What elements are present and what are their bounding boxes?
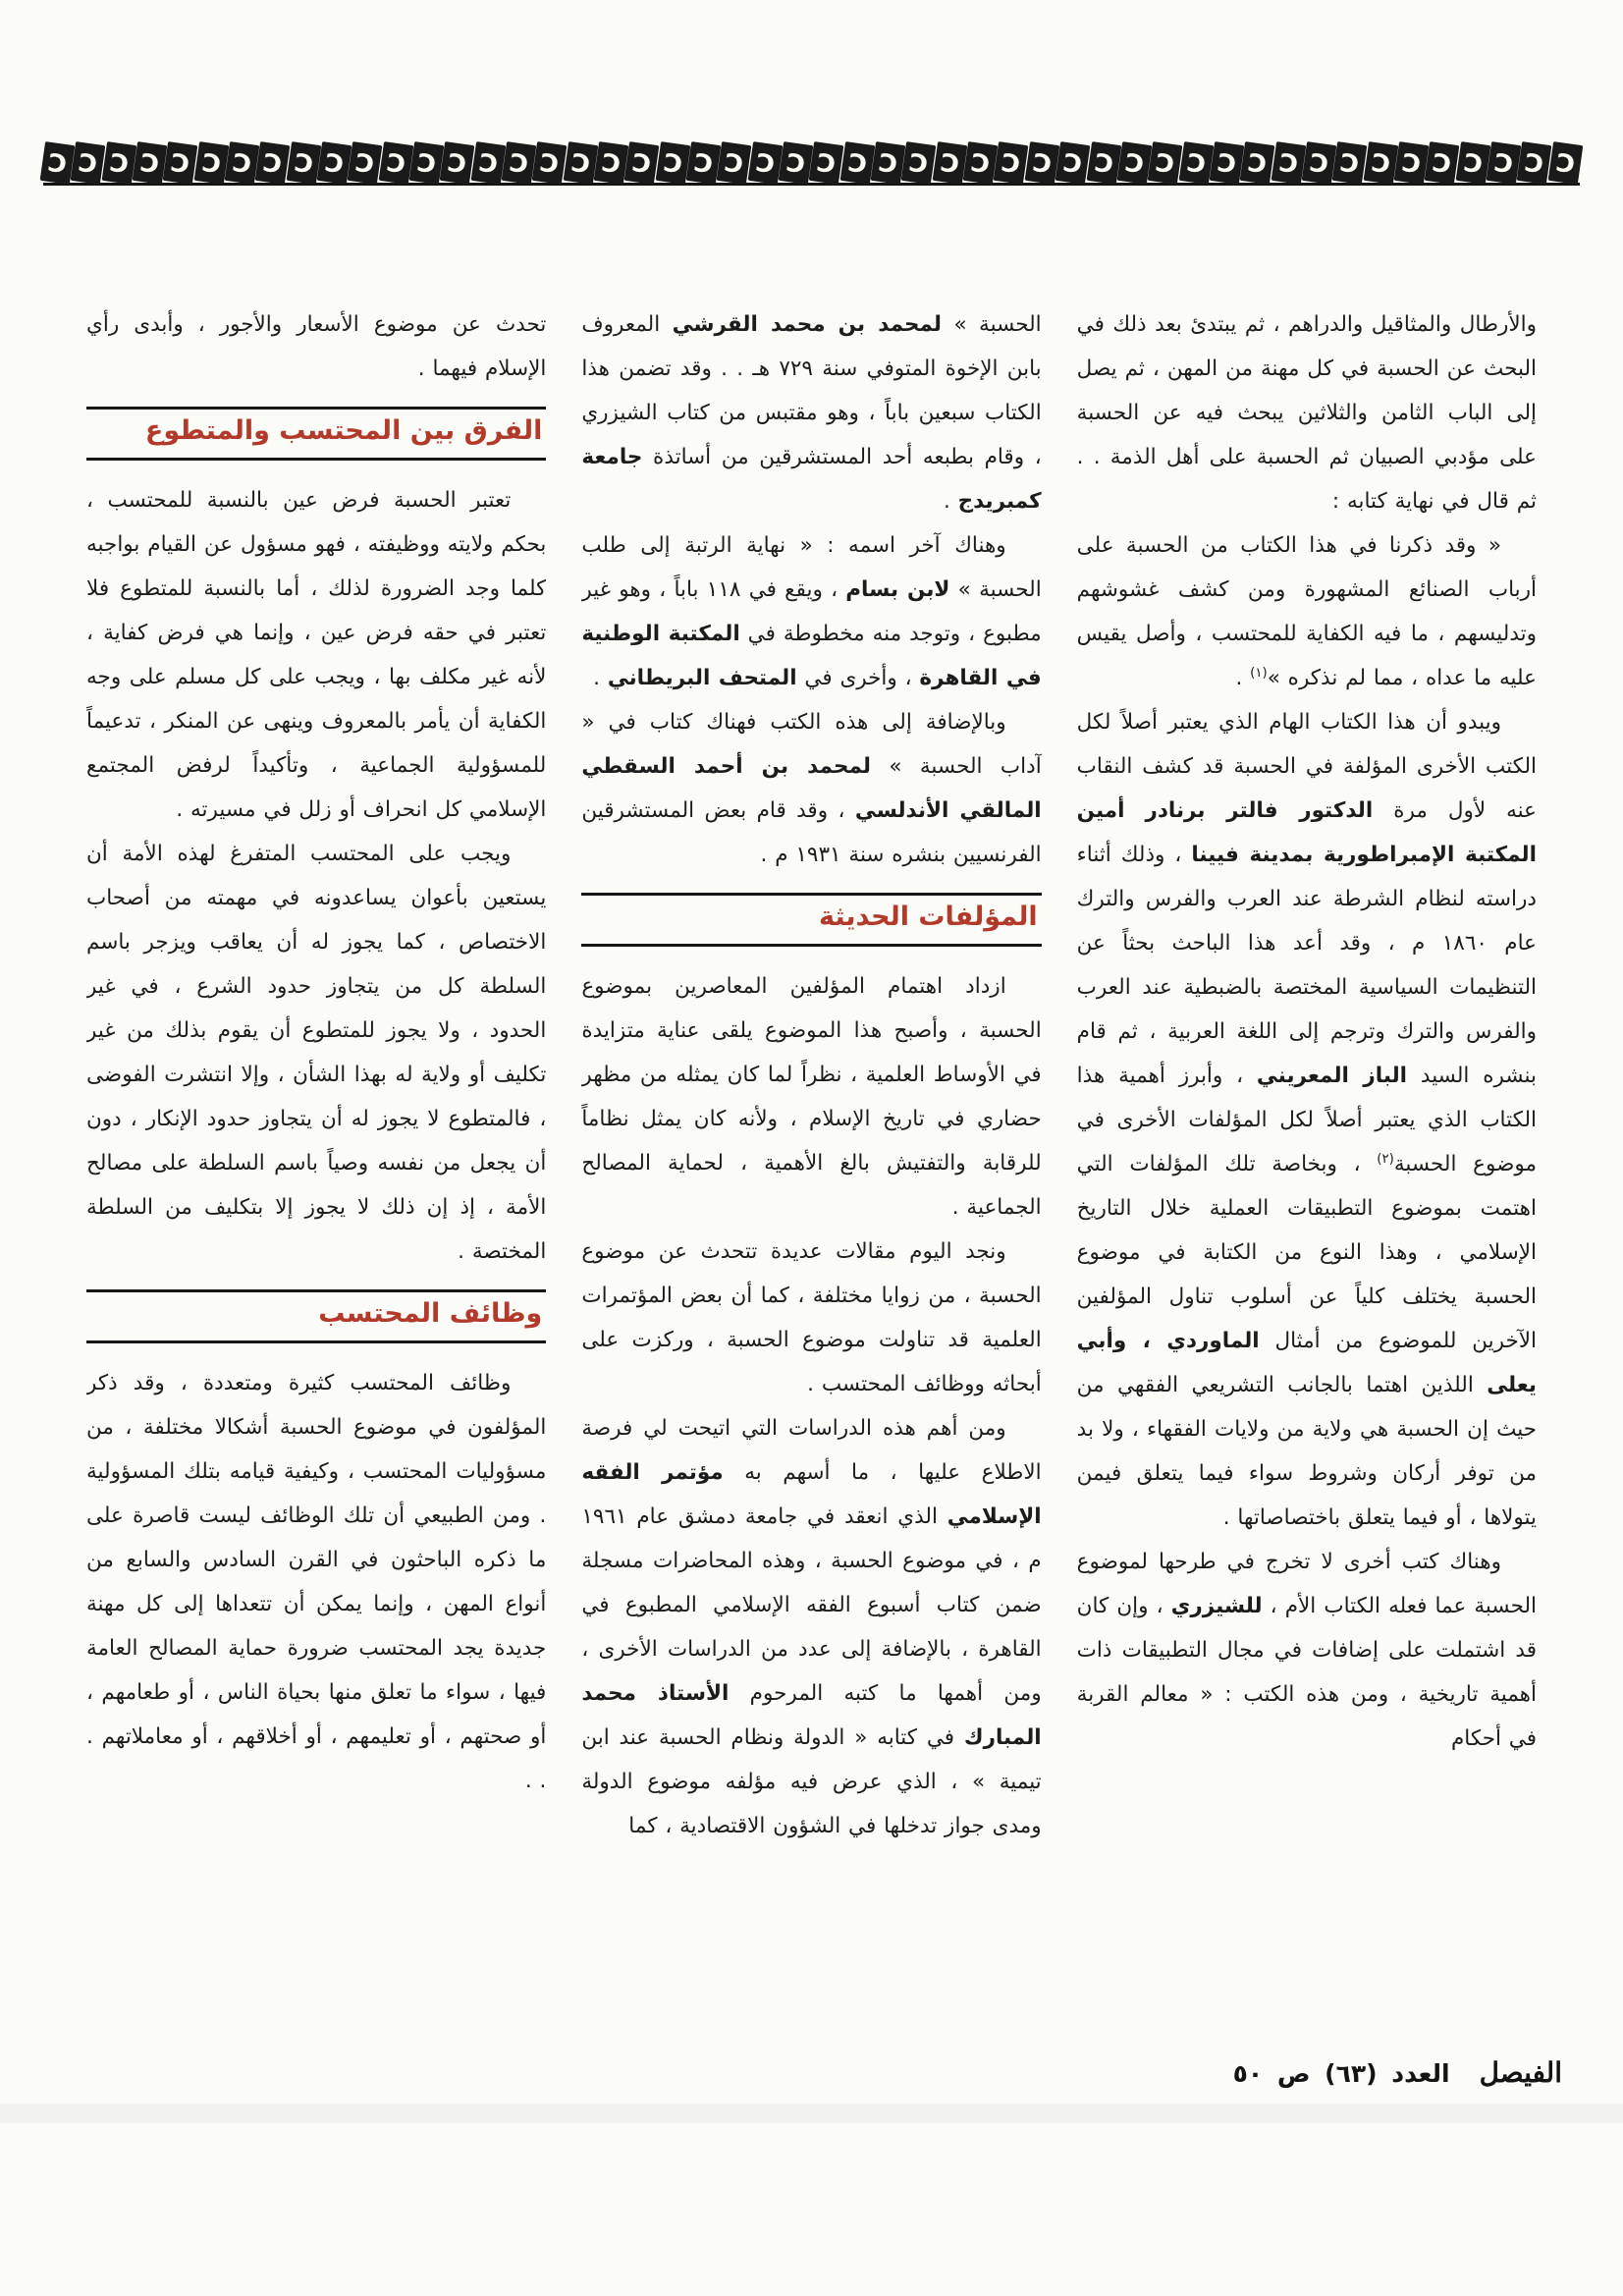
paragraph bbox=[581, 523, 1041, 700]
ornament-unit-icon: Ɔ bbox=[1425, 141, 1460, 185]
column-middle bbox=[581, 302, 1041, 2070]
section-heading-text: الفرق بين المحتسب والمتطوع bbox=[144, 415, 543, 446]
ornament-unit-icon: Ɔ bbox=[286, 141, 321, 185]
paragraph bbox=[1077, 700, 1537, 1540]
emphasis-text: الأستاذ محمد المبارك bbox=[581, 1681, 1042, 1750]
ornament-unit-icon: Ɔ bbox=[1302, 141, 1337, 185]
section-heading bbox=[86, 407, 546, 461]
ornament-unit-icon: Ɔ bbox=[348, 141, 383, 185]
body-text: ، وأخرى في bbox=[796, 666, 920, 690]
body-text: ومن أهم هذه الدراسات التي اتيحت لي فرصة الاطلاع عليها ، ما أسهم به bbox=[581, 1416, 1042, 1485]
ornament-unit-icon: Ɔ bbox=[1240, 141, 1275, 185]
ornament-unit-icon: Ɔ bbox=[193, 141, 229, 185]
ornament-unit-icon: Ɔ bbox=[1024, 141, 1059, 185]
ornament-unit-icon: Ɔ bbox=[932, 141, 967, 185]
section-heading-text: وظائف المحتسب bbox=[318, 1298, 543, 1329]
body-text: . bbox=[1235, 666, 1251, 690]
emphasis-text: للشيزري bbox=[1170, 1594, 1263, 1618]
magazine-logo: الفيصل bbox=[1479, 2056, 1562, 2089]
ornament-unit-icon: Ɔ bbox=[1455, 141, 1490, 185]
ornament-unit-icon: Ɔ bbox=[71, 141, 106, 185]
column-left bbox=[86, 302, 546, 2070]
body-text: وبالإضافة إلى هذه الكتب فهناك كتاب في « آداب الحسبة » bbox=[581, 710, 1042, 779]
emphasis-text: المتحف البريطاني bbox=[607, 666, 797, 690]
ornament-unit-icon: Ɔ bbox=[563, 141, 598, 185]
page-footer bbox=[1233, 2056, 1562, 2089]
body-text: ، وبخاصة تلك المؤلفات التي اهتمت بموضوع التطبيقات العملية خلال التاريخ الإسلامي ، وهذا النوع من الكتابة في موضوع الحسبة يختلف كلياً عن أسلوب تناول المؤلفين الآخرين للموضوع من أمثال bbox=[1076, 1152, 1537, 1353]
ornamental-top-border bbox=[43, 143, 1580, 186]
ornament-unit-icon: Ɔ bbox=[594, 141, 629, 185]
body-text: وهناك آخر اسمه : « نهاية الرتبة إلى طلب الحسبة » bbox=[581, 533, 1042, 602]
ornament-unit-icon: Ɔ bbox=[39, 141, 75, 185]
paragraph bbox=[581, 1406, 1041, 1848]
ornament-unit-icon: Ɔ bbox=[809, 141, 844, 185]
ornament-unit-icon: Ɔ bbox=[963, 141, 999, 185]
ornament-unit-icon: Ɔ bbox=[655, 141, 690, 185]
ornament-unit-icon: Ɔ bbox=[717, 141, 752, 185]
ornament-unit-icon: Ɔ bbox=[1363, 141, 1398, 185]
paragraph bbox=[581, 1230, 1041, 1406]
ornament-unit-icon: Ɔ bbox=[225, 141, 260, 185]
body-text: ازداد اهتمام المؤلفين المعاصرين بموضوع الحسبة ، وأصبح هذا الموضوع يلقى عناية متزايدة في الأوساط العلمية ، نظراً لما كان يمثله من مظهر حضاري في تاريخ الإسلام ، ولأنه كان يمثل نظاماً للرقابة والتفتيش بالغ الأهمية ، لحماية المصالح الجماعية . bbox=[581, 974, 1042, 1220]
emphasis-text: الماوردي ، وأبي يعلى bbox=[1076, 1329, 1537, 1397]
paragraph bbox=[581, 964, 1041, 1230]
ornament-unit-icon: Ɔ bbox=[317, 141, 352, 185]
ornament-unit-icon: Ɔ bbox=[409, 141, 445, 185]
emphasis-text: المكتبة الوطنية في القاهرة bbox=[581, 622, 1042, 690]
ornament-unit-icon: Ɔ bbox=[163, 141, 198, 185]
body-text: تعتبر الحسبة فرض عين بالنسبة للمحتسب ، بحكم ولايته ووظيفته ، فهو مسؤول عن القيام بواجبه كلما وجد الضرورة لذلك ، أما بالنسبة للمتطوع فلا تعتبر في حقه فرض عين ، وإنما هي فرض كفاية ، لأنه غير مكلف بها ، ويجب على كل مسلم على وجه الكفاية أن يأمر بالمعروف وينهى عن المنكر ، تدعيماً للمسؤولية الجماعية ، وتأكيداً لرفض المجتمع الإسلامي كل انحراف أو زلل في مسيرته . bbox=[86, 488, 547, 822]
body-text: في كتابه « الدولة ونظام الحسبة عند ابن تيمية » ، الذي عرض فيه مؤلفه موضوع الدولة ومدى جواز تدخلها في الشؤون الاقتصادية ، كما bbox=[581, 1725, 1042, 1838]
body-text: اللذين اهتما بالجانب التشريعي الفقهي من حيث إن الحسبة هي ولاية من ولايات الفقهاء ، ولا بد من توفر أركان وشروط سواء فيما يتعلق فيمن يتولاها ، أو فيما يتعلق باختصاصاتها . bbox=[1076, 1373, 1537, 1530]
ornament-unit-icon: Ɔ bbox=[994, 141, 1029, 185]
body-text: وظائف المحتسب كثيرة ومتعددة ، وقد ذكر المؤلفون في موضوع الحسبة أشكالا مختلفة ، من مسؤوليات المحتسب ، وكيفية قيامه بتلك المسؤولية . ومن الطبيعي أن تلك الوظائف ليست قاصرة على ما ذكره الباحثون في القرن السادس والسابع من أنواع المهن ، وإنما يمكن أن تتعداها إلى كل مهنة جديدة يجد المحتسب ضرورة حماية المصالح العامة فيها ، سواء ما تعلق منها بحياة الناس ، أو طعامهم ، أو صحتهم ، أو تعليمهم ، أو أخلاقهم ، أو معاملاتهم . . . bbox=[86, 1371, 547, 1793]
ornament-unit-icon: Ɔ bbox=[779, 141, 814, 185]
body-text: المعروف بابن الإخوة المتوفي سنة ٧٢٩ هـ . . وقد تضمن هذا الكتاب سبعين باباً ، وهو مقتبس من كتاب الشيزري ، وقام بطبعه أحد المستشرقين من أساتذة bbox=[581, 312, 1042, 469]
issue-page-number: العدد (٦٣) ص ٥٠ bbox=[1232, 2059, 1450, 2088]
ornament-unit-icon: Ɔ bbox=[470, 141, 506, 185]
body-text: والأرطال والمثاقيل والدراهم ، ثم يبتدئ بعد ذلك في البحث عن الحسبة في كل مهنة من المهن ، ثم يصل إلى الباب الثامن والثلاثين يبحث فيه عن الحسبة على مؤدبي الصبيان ثم الحسبة على أهل الذمة . . ثم قال في نهاية كتابه : bbox=[1076, 312, 1537, 514]
body-text bbox=[1124, 798, 1145, 823]
emphasis-text: الدكتور فالتر برنادر bbox=[1145, 798, 1374, 823]
scan-artifact-band bbox=[0, 2104, 1623, 2123]
ornament-unit-icon: Ɔ bbox=[839, 141, 875, 185]
ornament-unit-icon: Ɔ bbox=[502, 141, 537, 185]
paragraph bbox=[581, 700, 1041, 877]
ornament-unit-icon: Ɔ bbox=[1332, 141, 1368, 185]
emphasis-text: مؤتمر الفقه الإسلامي bbox=[581, 1460, 1042, 1529]
ornament-unit-icon: Ɔ bbox=[1055, 141, 1091, 185]
body-text: ، ويقع في ١١٨ باباً ، وهو غير مطبوع ، وتوجد منه مخطوطة في bbox=[581, 577, 1042, 646]
paragraph bbox=[86, 478, 546, 832]
ornament-unit-icon: Ɔ bbox=[1517, 141, 1552, 185]
paragraph bbox=[86, 1361, 546, 1803]
body-text: ، وقد قام بعض المستشرقين الفرنسيين بنشره سنة ١٩٣١ م . bbox=[581, 798, 1042, 867]
body-text: ويبدو أن هذا الكتاب الهام الذي يعتبر أصلاً لكل الكتب الأخرى المؤلفة في الحسبة قد كشف النقاب عنه لأول مرة bbox=[1076, 710, 1537, 823]
body-text: ونجد اليوم مقالات عديدة تتحدث عن موضوع الحسبة ، من زوايا مختلفة ، كما أن بعض المؤتمرات العلمية قد تناولت موضوع الحسبة ، وركزت على أبحاثه ووظائف المحتسب . bbox=[581, 1239, 1042, 1396]
ornament-unit-icon: Ɔ bbox=[1148, 141, 1183, 185]
ornament-unit-icon: Ɔ bbox=[132, 141, 167, 185]
ornament-unit-icon: Ɔ bbox=[378, 141, 413, 185]
ornament-unit-icon: Ɔ bbox=[101, 141, 136, 185]
article-columns bbox=[86, 302, 1537, 2070]
body-text: تحدث عن موضوع الأسعار والأجور ، وأبدى رأي الإسلام فيهما . bbox=[86, 312, 547, 381]
ornament-unit-icon: Ɔ bbox=[1394, 141, 1430, 185]
ornament-unit-icon: Ɔ bbox=[1178, 141, 1214, 185]
body-text: ويجب على المحتسب المتفرغ لهذه الأمة أن يستعين بأعوان يساعدونه في مهمته من أصحاب الاختصاص ، كما يجوز له أن يعاقب ويزجر باسم السلطة كل من يتجاوز حدود الشرع ، في غير الحدود ، ولا يجوز للمتطوع أن يقوم بذلك من غير تكليف أو ولاية له بهذا الشأن ، وإلا انتشرت الفوضى ، فالمتطوع لا يجوز له أن يتجاوز حدود الإنكار ، دون أن يجعل من نفسه وصياً باسم السلطة على مصالح الأمة ، إذ إن ذلك لا يجوز إلا بتكليف من السلطة المختصة . bbox=[86, 842, 547, 1264]
ornament-unit-icon: Ɔ bbox=[1547, 141, 1583, 185]
body-text: . bbox=[593, 666, 608, 690]
ornament-unit-icon: Ɔ bbox=[255, 141, 291, 185]
section-heading-text: المؤلفات الحديثة bbox=[819, 902, 1038, 932]
ornament-unit-icon: Ɔ bbox=[1086, 141, 1121, 185]
section-heading bbox=[86, 1289, 546, 1343]
body-text: الحسبة » bbox=[942, 312, 1042, 337]
paragraph bbox=[1077, 1540, 1537, 1761]
ornament-unit-icon: Ɔ bbox=[1116, 141, 1152, 185]
body-text: ، وأبرز أهمية هذا الكتاب الذي يعتبر أصلاً لكل المؤلفات الأخرى في موضوع الحسبة bbox=[1076, 1064, 1537, 1176]
paragraph bbox=[1077, 302, 1537, 523]
ornament-unit-icon: Ɔ bbox=[686, 141, 722, 185]
body-text: ، وذلك أثناء دراسته لنظام الشرطة عند العرب والفرس والترك عام ١٨٦٠ م ، وقد أعد هذا الباحث بحثاً عن التنظيمات السياسية المختصة بالضبطية عند العرب والفرس والترك وترجم إلى اللغة العربية ، ثم قام بنشره السيد bbox=[1076, 843, 1537, 1088]
ornament-unit-icon: Ɔ bbox=[532, 141, 568, 185]
footnote-marker: (١) bbox=[1250, 665, 1268, 681]
ornament-unit-icon: Ɔ bbox=[901, 141, 937, 185]
ornament-unit-icon: Ɔ bbox=[624, 141, 660, 185]
body-text: الذي انعقد في جامعة دمشق عام ١٩٦١ م ، في موضوع الحسبة ، وهذه المحاضرات مسجلة ضمن كتاب أسبوع الفقه الإسلامي المطبوع في القاهرة ، بالإضافة إلى عدد من الدراسات الأخرى ، ومن أهمها ما كتبه المرحوم bbox=[581, 1504, 1042, 1706]
ornament-unit-icon: Ɔ bbox=[1271, 141, 1306, 185]
paragraph bbox=[581, 302, 1041, 523]
ornament-unit-icon: Ɔ bbox=[871, 141, 906, 185]
emphasis-text: لمحمد بن محمد القرشي bbox=[672, 312, 943, 337]
emphasis-text: أمين المكتبة الإمبراطورية بمدينة فيينا bbox=[1076, 798, 1537, 867]
footnote-marker: (٢) bbox=[1377, 1151, 1394, 1167]
emphasis-text: لمحمد بن أحمد السقطي المالقي الأندلسي bbox=[581, 754, 1042, 823]
body-text: « وقد ذكرنا في هذا الكتاب من الحسبة على أرباب الصنائع المشهورة ومن كشف غشوشهم وتدليسهم ، ما فيه الكفاية للمحتسب ، وأصل يقيس عليه ما عداه ، مما لم نذكره » bbox=[1076, 533, 1537, 690]
ornament-unit-icon: Ɔ bbox=[1210, 141, 1245, 185]
body-text: وهناك كتب أخرى لا تخرج في طرحها لموضوع الحسبة عما فعله الكتاب الأم ، bbox=[1076, 1550, 1537, 1618]
ornament-unit-icon: Ɔ bbox=[747, 141, 783, 185]
emphasis-text: جامعة كمبريدج bbox=[581, 445, 1042, 514]
section-heading bbox=[581, 893, 1041, 947]
body-text: ، وإن كان قد اشتملت على إضافات في مجال التطبيقات ذات أهمية تاريخية ، ومن هذه الكتب : « معالم القربة في أحكام bbox=[1076, 1594, 1537, 1751]
paragraph bbox=[86, 832, 546, 1274]
ornament-unit-icon: Ɔ bbox=[440, 141, 475, 185]
ornament-unit-icon: Ɔ bbox=[1487, 141, 1522, 185]
emphasis-text: لابن بسام bbox=[845, 577, 950, 602]
body-text: . bbox=[943, 489, 958, 514]
paragraph bbox=[1077, 523, 1537, 700]
column-right bbox=[1077, 302, 1537, 2070]
paragraph bbox=[86, 302, 546, 391]
emphasis-text: الباز المعريني bbox=[1256, 1064, 1408, 1088]
